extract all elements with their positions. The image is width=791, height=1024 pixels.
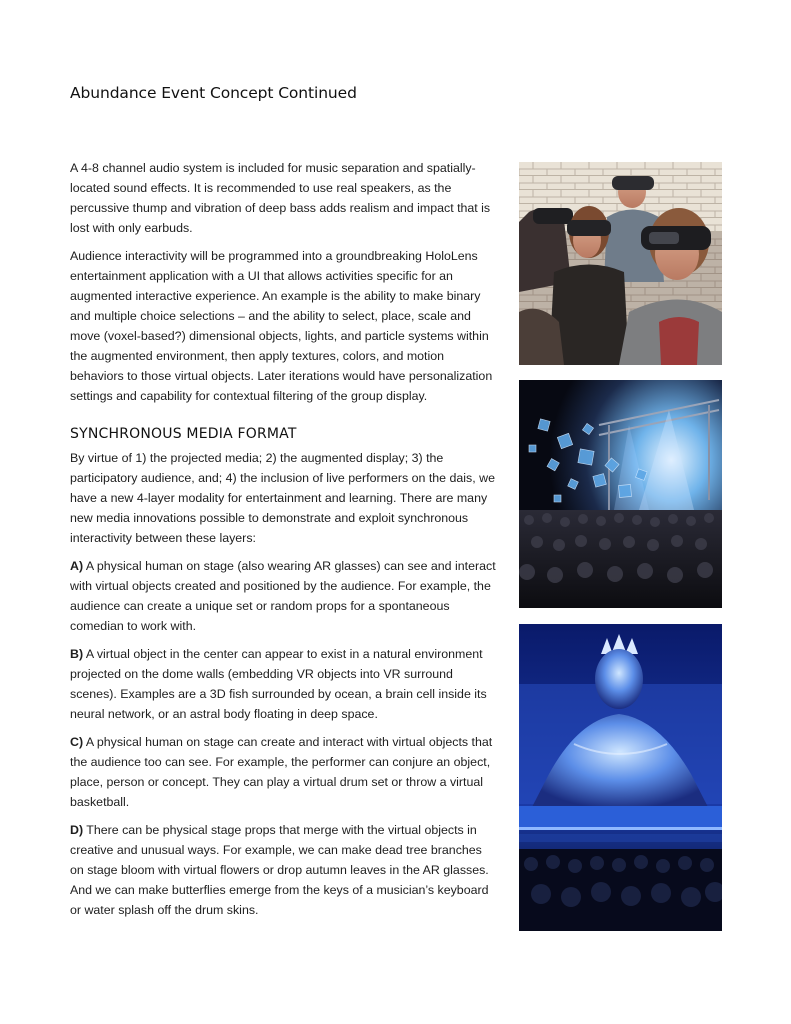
item-text: There can be physical stage props that merge with the virtual objects in creative and unusual ways. For example, we can make dead tree branches on stage bloom with virtual flowers or drop autumn leaves in the AR glasses. And we can make butterflies emerge from the keys of a musician’s keyboard or water splash off the drum skins.: [70, 823, 489, 917]
section-intro-paragraph: By virtue of 1) the projected media; 2) the augmented display; 3) the participatory audience, and; 4) the inclusion of live performers on the dais, we have a new 4-layer modality for entertainment and learning. There are many new media innovations possible to demonstrate and exploit synchronous interactivity between these layers:: [70, 451, 495, 545]
intro-paragraph-interactivity: Audience interactivity will be programmed into a groundbreaking HoloLens entertainment application with a UI that allows activities specific for an augmented interactive experience. An example is the ability to make binary and multiple choice selections – and the ability to select, place, scale and move (voxel-based?) dimensional objects, lights, and particle systems within the augmented environment, then apply textures, colors, and motion behaviors to those virtual objects. Later iterations would have personalization settings and capability for contextual filtering of the group display.: [70, 249, 493, 403]
ar-headset-audience-photo: [519, 162, 722, 365]
list-item: [70, 820, 498, 920]
item-text: A virtual object in the center can appear to exist in a natural environment projected on the dome walls (embedding VR objects into VR surround scenes). Examples are a 3D fish surrounded by ocean, a brain cell inside its neural network, or an astral body floating in deep space.: [70, 647, 487, 721]
item-key: B): [70, 647, 84, 661]
item-key: D): [70, 823, 84, 837]
list-item: [70, 644, 498, 724]
concert-virtual-cubes-photo: [519, 380, 722, 608]
page-title: Abundance Event Concept Continued: [70, 84, 357, 102]
item-text: A physical human on stage can create and interact with virtual objects that the audience too can see. For example, the performer can conjure an object, place, person or concept. They can play a virtual drum set or throw a virtual basketball.: [70, 735, 493, 809]
item-key: A): [70, 559, 84, 573]
item-text: A physical human on stage (also wearing AR glasses) can see and interact with virtual objects created and positioned by the audience. For example, the audience can create a unique set or random props for a spontaneous comedian to work with.: [70, 559, 496, 633]
item-key: C): [70, 735, 84, 749]
section-heading: SYNCHRONOUS MEDIA FORMAT: [70, 426, 297, 442]
holographic-figure-photo: [519, 624, 722, 931]
intro-paragraph-audio: A 4-8 channel audio system is included for music separation and spatially-located sound effects. It is recommended to use real speakers, as the percussive thump and vibration of deep bass adds realism and impact that is lost with only earbuds.: [70, 161, 491, 235]
list-item: [70, 556, 498, 636]
list-item: [70, 732, 498, 812]
body-text-column: [70, 158, 498, 928]
